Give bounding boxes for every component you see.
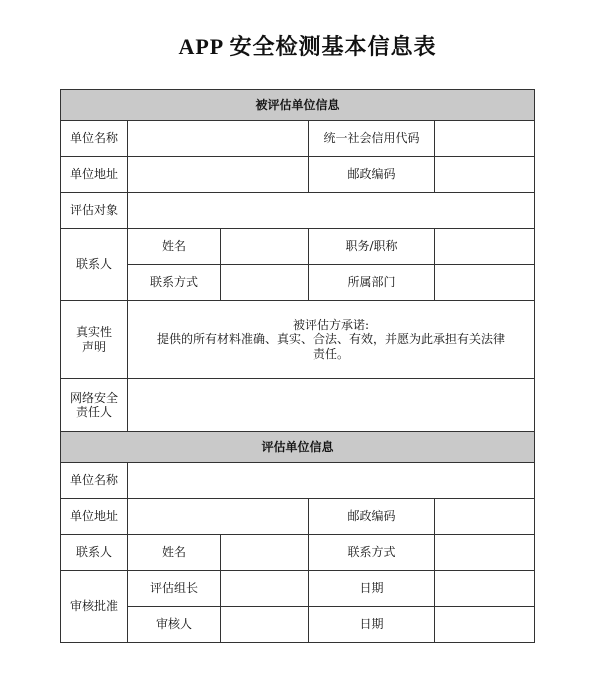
date-field-1[interactable]: [435, 571, 535, 607]
evaluation-object-label: 评估对象: [61, 193, 128, 229]
department-field[interactable]: [435, 265, 535, 301]
security-officer-label: [61, 379, 128, 432]
reviewer-field[interactable]: [221, 607, 309, 643]
name-label: 姓名: [128, 229, 221, 265]
page-title: APP 安全检测基本信息表: [178, 34, 437, 59]
evaluator-name-field[interactable]: [221, 535, 309, 571]
security-officer-label-line1: 网络安全: [69, 390, 118, 405]
evaluator-contact-method-field[interactable]: [435, 535, 535, 571]
table-row: [61, 193, 535, 229]
info-table: [60, 89, 535, 643]
department-label: 所属部门: [309, 265, 435, 301]
evaluator-contact-label: 联系人: [61, 535, 128, 571]
contact-method-field[interactable]: [221, 265, 309, 301]
evaluator-unit-address-label: 单位地址: [61, 499, 128, 535]
position-field[interactable]: [435, 229, 535, 265]
section-header-evaluated-unit: 被评估单位信息: [61, 90, 535, 121]
table-row: [61, 607, 535, 643]
unit-address-field[interactable]: [128, 157, 309, 193]
evaluator-unit-name-field[interactable]: [128, 463, 535, 499]
table-row: [61, 90, 535, 121]
authenticity-statement: [128, 301, 535, 379]
unit-name-label: 单位名称: [61, 121, 128, 157]
table-row: [61, 379, 535, 432]
contact-label: 联系人: [61, 229, 128, 301]
evaluator-postal-code-field[interactable]: [435, 499, 535, 535]
credit-code-label: 统一社会信用代码: [309, 121, 435, 157]
approval-label: 审核批准: [61, 571, 128, 643]
table-row: [61, 121, 535, 157]
reviewer-label: 审核人: [128, 607, 221, 643]
authenticity-label-line2: 声明: [81, 339, 106, 354]
evaluation-object-field[interactable]: [128, 193, 535, 229]
name-field[interactable]: [221, 229, 309, 265]
table-row: [61, 301, 535, 379]
evaluator-name-label: 姓名: [128, 535, 221, 571]
position-label: 职务/职称: [309, 229, 435, 265]
credit-code-field[interactable]: [435, 121, 535, 157]
evaluator-unit-name-label: 单位名称: [61, 463, 128, 499]
team-leader-field[interactable]: [221, 571, 309, 607]
unit-name-field[interactable]: [128, 121, 309, 157]
table-row: [61, 499, 535, 535]
statement-line2: 提供的所有材料准确、真实、合法、有效，并愿为此承担有关法律: [157, 332, 506, 347]
postal-code-label: 邮政编码: [309, 157, 435, 193]
table-row: [61, 157, 535, 193]
statement-line3: 责任。: [313, 346, 350, 361]
table-row: [61, 463, 535, 499]
authenticity-label-line1: 真实性: [75, 325, 112, 340]
authenticity-label: [61, 301, 128, 379]
evaluator-unit-address-field[interactable]: [128, 499, 309, 535]
date-label-2: 日期: [309, 607, 435, 643]
unit-address-label: 单位地址: [61, 157, 128, 193]
table-row: [61, 229, 535, 265]
table-row: [61, 265, 535, 301]
security-officer-label-line2: 责任人: [75, 405, 112, 419]
contact-method-label: 联系方式: [128, 265, 221, 301]
date-label-1: 日期: [309, 571, 435, 607]
team-leader-label: 评估组长: [128, 571, 221, 607]
date-field-2[interactable]: [435, 607, 535, 643]
table-row: [61, 571, 535, 607]
table-row: [61, 432, 535, 463]
evaluator-contact-method-label: 联系方式: [309, 535, 435, 571]
table-row: [61, 535, 535, 571]
statement-line1: 被评估方承诺:: [292, 317, 370, 332]
postal-code-field[interactable]: [435, 157, 535, 193]
evaluator-postal-code-label: 邮政编码: [309, 499, 435, 535]
section-header-evaluating-unit: 评估单位信息: [61, 432, 535, 463]
security-officer-field[interactable]: [128, 379, 535, 432]
